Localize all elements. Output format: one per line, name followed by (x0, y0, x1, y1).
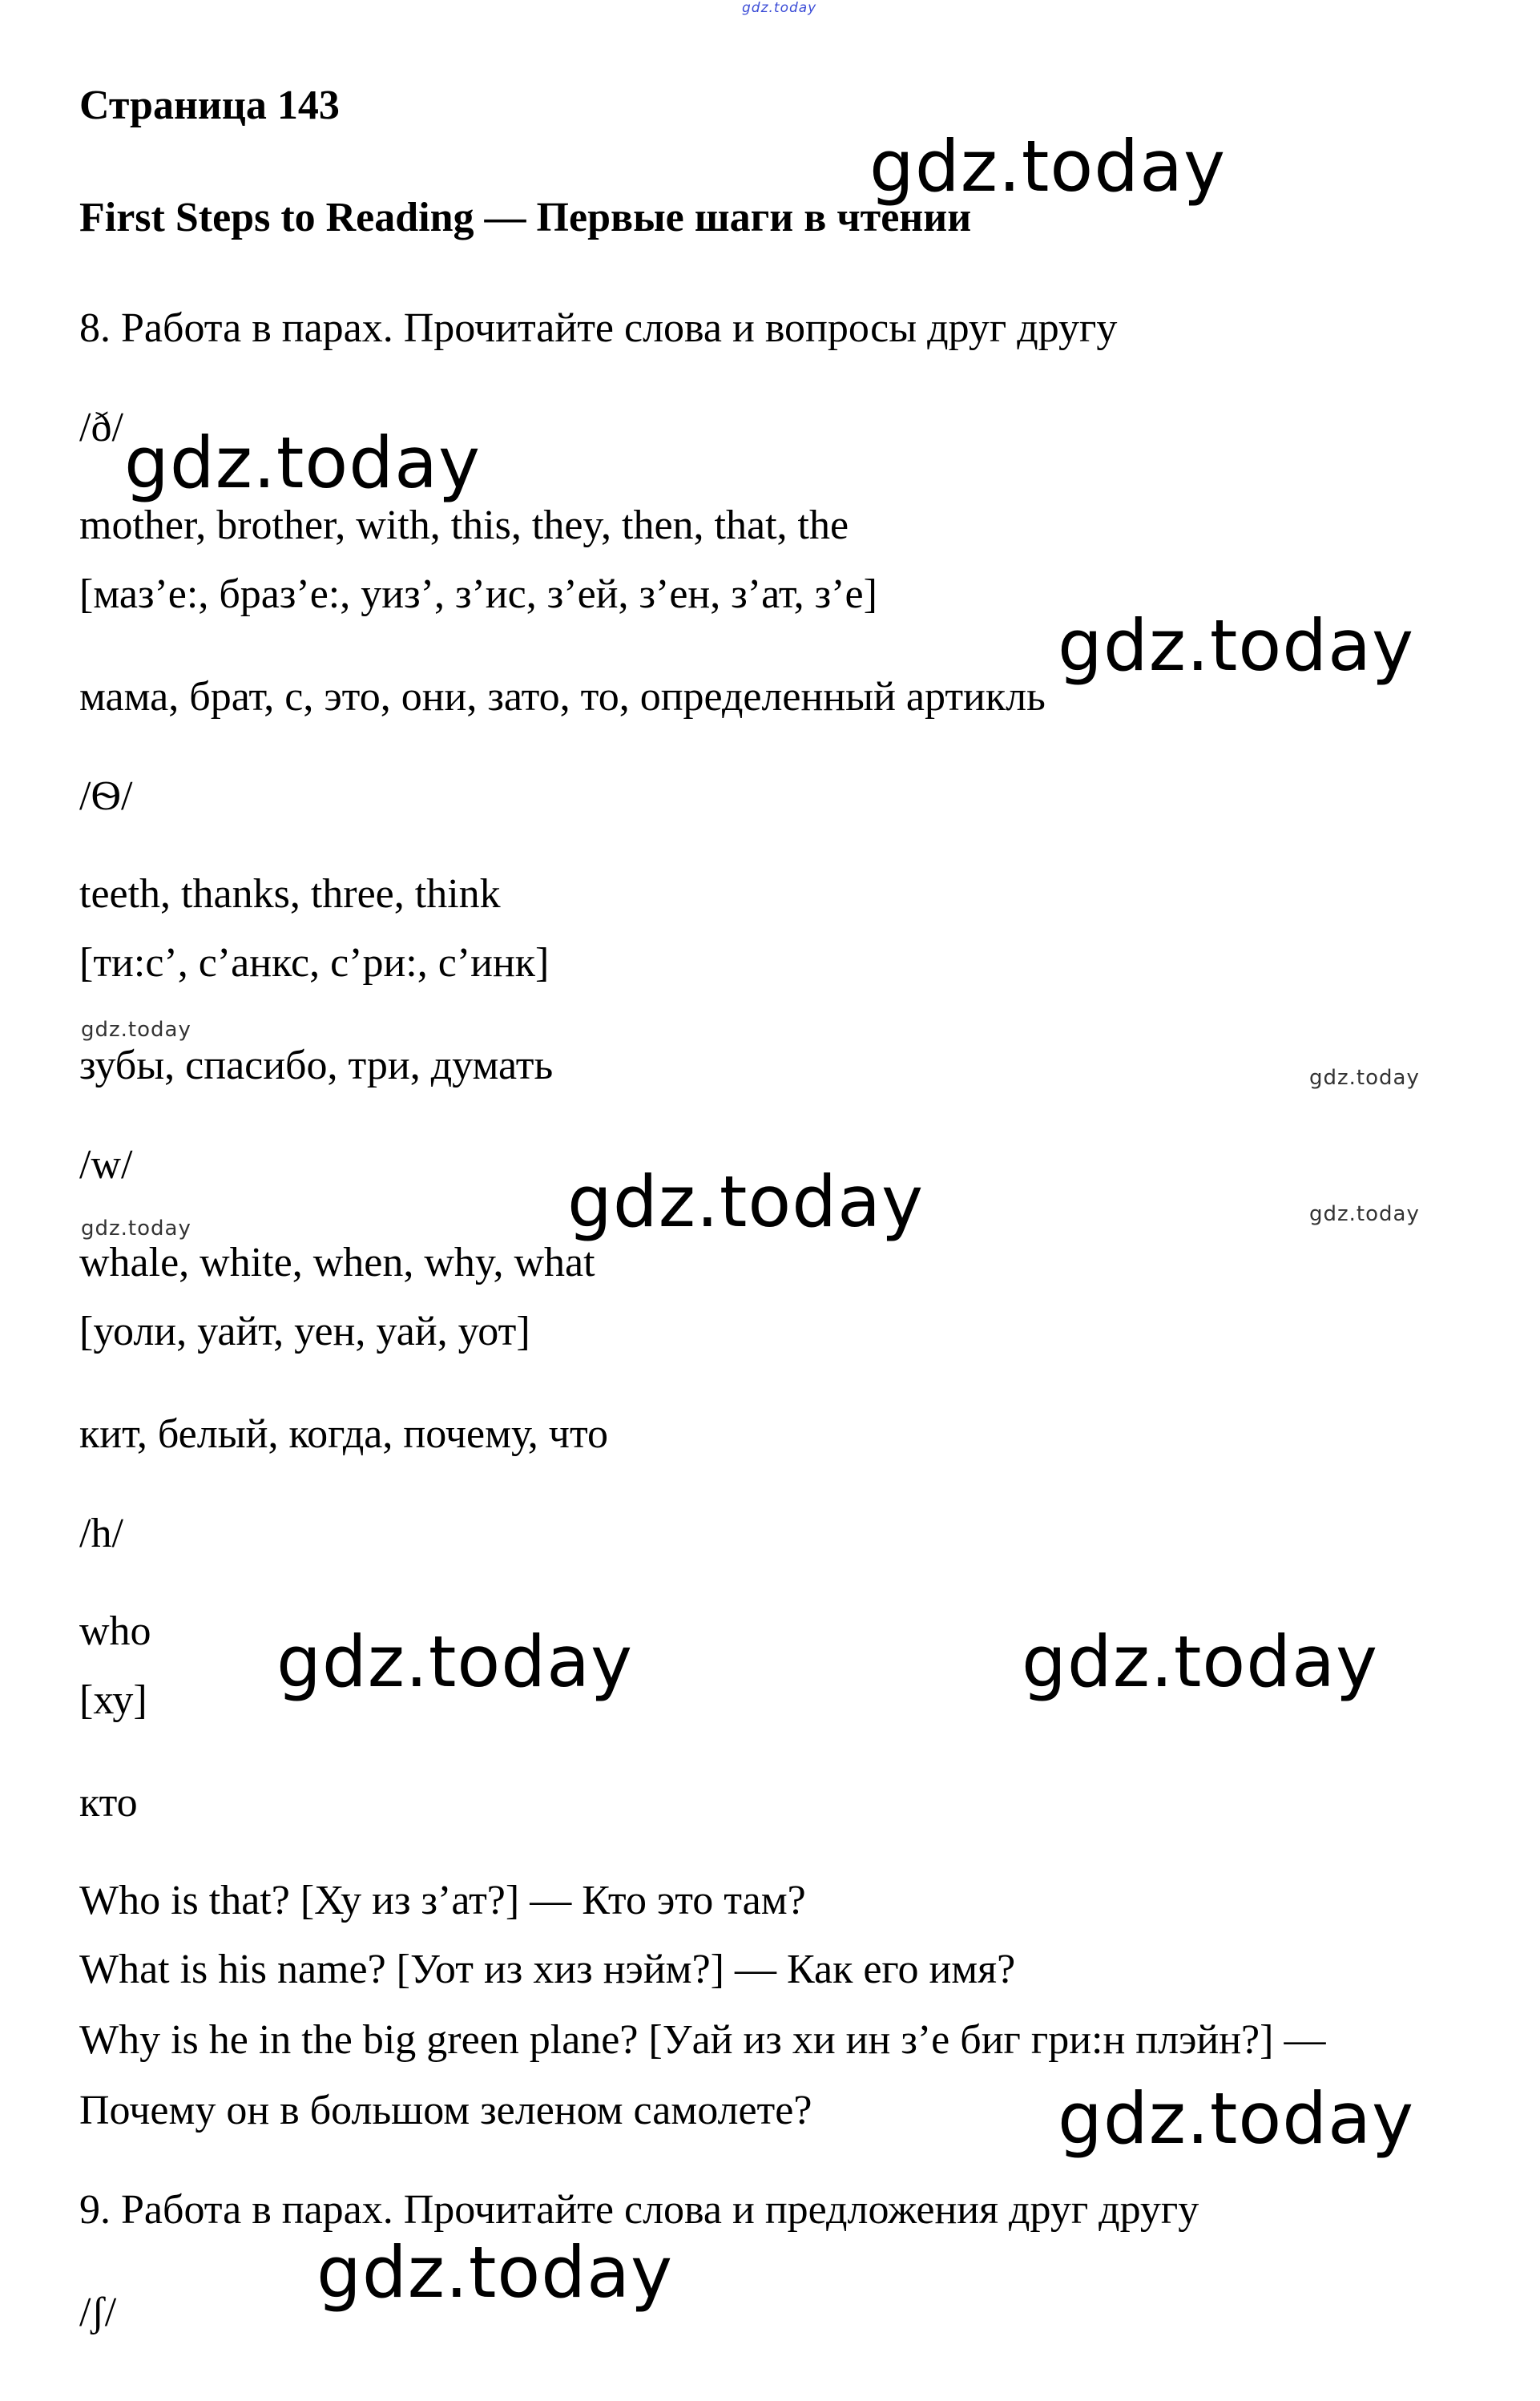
watermark-small: gdz.today (1309, 1066, 1420, 1090)
translation-line: зубы, спасибо, три, думать (79, 1043, 554, 1088)
question-line: Who is that? [Ху из з’ат?] — Кто это там? (79, 1878, 806, 1923)
watermark-large: gdz.today (276, 1620, 634, 1703)
question-line: Почему он в большом зеленом самолете? (79, 2088, 812, 2133)
watermark-small: gdz.today (1309, 1202, 1420, 1226)
transcription-line: [уоли, уайт, уен, уай, уот] (79, 1309, 530, 1354)
translation-line: мама, брат, с, это, они, зато, то, определенный артикль (79, 674, 1046, 720)
watermark-large: gdz.today (1058, 604, 1415, 687)
words-line: mother, brother, with, this, they, then, that, the (79, 502, 849, 548)
sound-label-theta: /Ѳ/ (79, 773, 133, 819)
words-line: who (79, 1608, 151, 1654)
sound-label-esh: /ʃ/ (79, 2290, 117, 2335)
watermark-large: gdz.today (1022, 1620, 1379, 1703)
watermark-large: gdz.today (316, 2231, 674, 2314)
exercise-9-title: 9. Работа в парах. Прочитайте слова и предложения друг другу (79, 2187, 1199, 2233)
watermark-large: gdz.today (869, 125, 1227, 208)
page-header: Страница 143 (79, 83, 340, 128)
question-line: Why is he in the big green plane? [Уай из хи ин з’е биг гри:н плэйн?] — (79, 2017, 1326, 2063)
transcription-line: [ху] (79, 1677, 147, 1723)
transcription-line: [маз’е:, браз’е:, уиз’, з’ис, з’ей, з’ен, з’ат, з’е] (79, 571, 877, 617)
words-line: whale, white, when, why, what (79, 1240, 595, 1285)
watermark-top: gdz.today (742, 0, 817, 16)
exercise-8-title: 8. Работа в парах. Прочитайте слова и вопросы друг другу (79, 305, 1118, 351)
watermark-small: gdz.today (81, 1217, 191, 1241)
sound-label-w: /w/ (79, 1142, 133, 1188)
watermark-small: gdz.today (81, 1018, 191, 1042)
sound-label-h: /h/ (79, 1511, 123, 1556)
translation-line: кит, белый, когда, почему, что (79, 1411, 608, 1457)
question-line: What is his name? [Уот из хиз нэйм?] — Как его имя? (79, 1947, 1016, 1992)
section-title: First Steps to Reading — Первые шаги в чтении (79, 195, 972, 240)
watermark-large: gdz.today (124, 422, 482, 504)
transcription-line: [ти:с’, с’анкс, с’ри:, с’инк] (79, 940, 550, 986)
watermark-large: gdz.today (567, 1160, 925, 1243)
watermark-large: gdz.today (1058, 2077, 1415, 2160)
sound-label-eth: /ð/ (79, 405, 123, 450)
translation-line: кто (79, 1780, 138, 1826)
words-line: teeth, thanks, three, think (79, 871, 501, 917)
